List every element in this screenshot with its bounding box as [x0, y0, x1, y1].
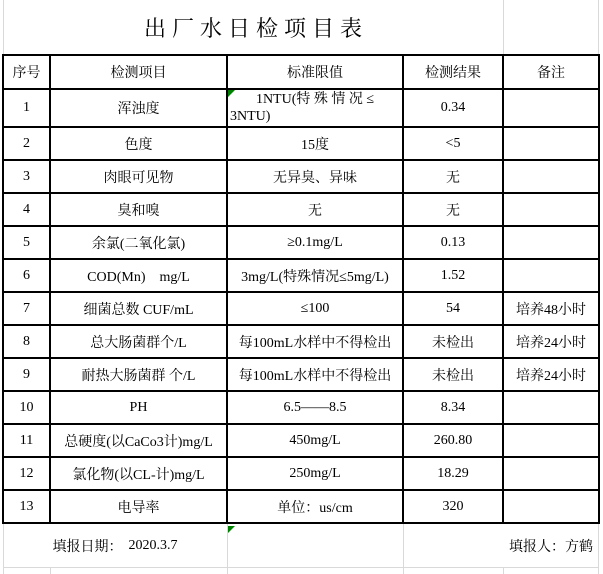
gridline-stub-3	[227, 567, 228, 574]
cell-result: 未检出	[403, 325, 503, 358]
gridline-stub-5	[503, 567, 504, 574]
cell-item: 耐热大肠菌群 个/L	[50, 358, 227, 391]
cell-item: COD(Mn) mg/L	[50, 259, 227, 292]
cell-result: 未检出	[403, 358, 503, 391]
cell-note	[503, 193, 599, 226]
table-row	[3, 127, 599, 160]
cell-note	[503, 424, 599, 457]
footer-row	[0, 524, 603, 567]
cell-limit: 3mg/L(特殊情况≤5mg/L)	[227, 259, 403, 292]
cell-note	[503, 391, 599, 424]
table-row	[3, 226, 599, 259]
cell-no: 13	[3, 490, 50, 523]
cell-result: <5	[403, 127, 503, 160]
gridline-stub-1	[3, 567, 4, 574]
header-item: 检测项目	[50, 55, 227, 89]
cell-item: 臭和嗅	[50, 193, 227, 226]
cell-limit: 无	[227, 193, 403, 226]
cell-no: 2	[3, 127, 50, 160]
reporter	[509, 524, 593, 567]
cell-no: 10	[3, 391, 50, 424]
table-row	[3, 160, 599, 193]
cell-note: 培养48小时	[503, 292, 599, 325]
header-note: 备注	[503, 55, 599, 89]
inspection-table	[2, 54, 600, 524]
header-row	[3, 55, 599, 89]
cell-limit: ≥0.1mg/L	[227, 226, 403, 259]
gridline-right-top	[598, 0, 599, 55]
cell-note: 培养24小时	[503, 358, 599, 391]
reporter-value: 方鹤	[565, 539, 593, 555]
gridline-note-col-top	[503, 0, 504, 55]
cell-limit: 单位：us/cm	[227, 490, 403, 523]
gridline-footer-mid2	[403, 524, 404, 567]
cell-result: 320	[403, 490, 503, 523]
gridline-footer-right	[598, 524, 599, 567]
cell-result: 54	[403, 292, 503, 325]
cell-limit: 无异臭、异味	[227, 160, 403, 193]
cell-result: 18.29	[403, 457, 503, 490]
table-row	[3, 457, 599, 490]
cell-item: 浑浊度	[50, 89, 227, 127]
cell-item: 余氯(二氧化氯)	[50, 226, 227, 259]
gridline-stub-6	[598, 567, 599, 574]
cell-item: 色度	[50, 127, 227, 160]
cell-result: 260.80	[403, 424, 503, 457]
cell-no: 1	[3, 89, 50, 127]
header-result: 检测结果	[403, 55, 503, 89]
cell-item: 总大肠菌群个/L	[50, 325, 227, 358]
report-date-label: 填报日期：	[52, 539, 123, 555]
table-row	[3, 259, 599, 292]
cell-result: 0.13	[403, 226, 503, 259]
page-title: 出厂水日检项目表	[143, 16, 368, 41]
cell-result: 无	[403, 193, 503, 226]
table-row	[3, 89, 599, 127]
gridline-footer-mid1	[227, 524, 228, 567]
header-no: 序号	[3, 55, 50, 89]
cell-note	[503, 127, 599, 160]
table-row	[3, 358, 599, 391]
cell-item: 肉眼可见物	[50, 160, 227, 193]
cell-note	[503, 89, 599, 127]
cell-no: 4	[3, 193, 50, 226]
cell-note	[503, 160, 599, 193]
table-row	[3, 424, 599, 457]
cell-no: 5	[3, 226, 50, 259]
reporter-label: 填报人：	[509, 539, 565, 555]
report-date-value: 2020.3.7	[128, 537, 178, 553]
cell-note	[503, 226, 599, 259]
cell-note	[503, 490, 599, 523]
table-row	[3, 325, 599, 358]
cell-result: 8.34	[403, 391, 503, 424]
cell-no: 6	[3, 259, 50, 292]
cell-result: 0.34	[403, 89, 503, 127]
gridline-footer-bottom	[3, 567, 599, 568]
limit-line2: 3NTU)	[230, 109, 271, 124]
limit-line1: 1NTU(特 殊 情 况 ≤	[255, 92, 375, 107]
cell-result: 无	[403, 160, 503, 193]
cell-limit: 15度	[227, 127, 403, 160]
cell-note	[503, 259, 599, 292]
table-row	[3, 193, 599, 226]
cell-limit: ≤100	[227, 292, 403, 325]
cell-limit	[227, 89, 403, 127]
cell-no: 9	[3, 358, 50, 391]
table-row	[3, 391, 599, 424]
table-row	[3, 292, 599, 325]
cell-no: 3	[3, 160, 50, 193]
gridline-stub-2	[50, 567, 51, 574]
cell-item: 总硬度(以CaCo3计)mg/L	[50, 424, 227, 457]
cell-no: 12	[3, 457, 50, 490]
cell-no: 7	[3, 292, 50, 325]
cell-item: 电导率	[50, 490, 227, 523]
cell-item: 细菌总数 CUF/mL	[50, 292, 227, 325]
cell-result: 1.52	[403, 259, 503, 292]
cell-note: 培养24小时	[503, 325, 599, 358]
cell-limit: 250mg/L	[227, 457, 403, 490]
gridline-footer-left	[3, 524, 4, 567]
table-row	[3, 490, 599, 523]
cell-note	[503, 457, 599, 490]
cell-limit: 每100mL水样中不得检出	[227, 358, 403, 391]
gridline-stub-4	[403, 567, 404, 574]
cell-limit: 6.5——8.5	[227, 391, 403, 424]
cell-no: 11	[3, 424, 50, 457]
excel-error-marker-icon	[228, 526, 235, 533]
header-limit: 标准限值	[227, 55, 403, 89]
cell-limit: 450mg/L	[227, 424, 403, 457]
cell-item: PH	[50, 391, 227, 424]
cell-no: 8	[3, 325, 50, 358]
cell-item: 氯化物(以CL-计)mg/L	[50, 457, 227, 490]
report-date	[3, 524, 227, 567]
excel-error-marker-icon	[228, 90, 235, 97]
cell-limit: 每100mL水样中不得检出	[227, 325, 403, 358]
